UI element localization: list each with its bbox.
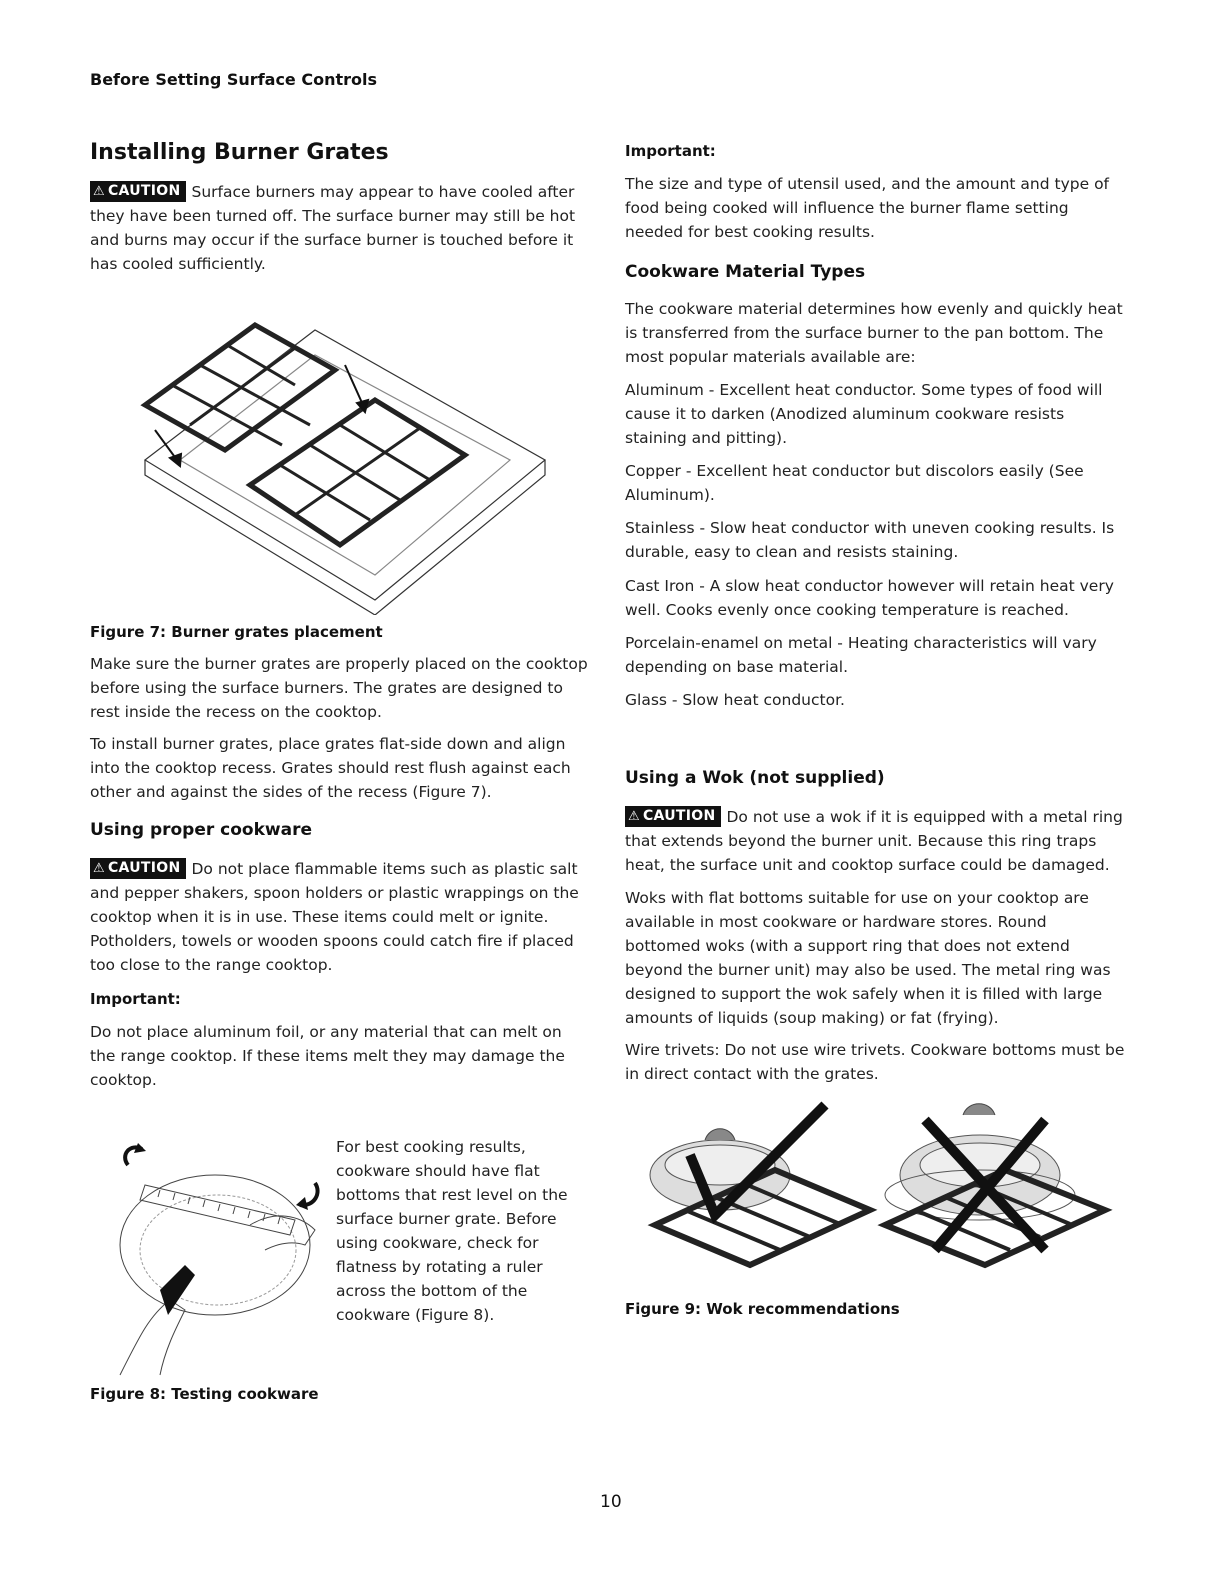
material-list-item: Porcelain-enamel on metal - Heating characteristics will vary depending on base material. — [625, 634, 1097, 676]
page-number: 10 — [600, 1492, 622, 1512]
figure-9-caption: Figure 9: Wok recommendations — [625, 1300, 900, 1318]
wok-heading: Using a Wok (not supplied) — [625, 768, 885, 788]
grates-paragraph-1: Make sure the burner grates are properly placed on the cooktop before using the surface burners. The grates are designed to rest inside the recess on the cooktop. — [90, 655, 588, 721]
trivet-paragraph: Wire trivets: Do not use wire trivets. Cookware bottoms must be in direct contact with the grates. — [625, 1041, 1125, 1083]
warning-triangle-icon: ⚠ — [628, 809, 640, 824]
figure-9-illustration — [645, 1100, 1115, 1275]
section-title: Installing Burner Grates — [90, 140, 389, 165]
important-text-right: The size and type of utensil used, and the amount and type of food being cooked will influence the burner flame setting needed for best cooking results. — [625, 175, 1110, 241]
warning-triangle-icon: ⚠ — [93, 861, 105, 876]
cookware-heading: Using proper cookware — [90, 820, 313, 840]
grates-paragraph-2: To install burner grates, place grates flat-side down and align into the cooktop recess. Grates should rest flush against each other and against the sides of the recess (Figure 7). — [90, 735, 571, 801]
important-label-left: Important: — [90, 990, 181, 1008]
figure-7-illustration — [135, 310, 555, 615]
material-list-item: Cast Iron - A slow heat conductor however will retain heat very well. Cooks evenly once cooking temperature is reached. — [625, 577, 1114, 619]
running-header: Before Setting Surface Controls — [90, 70, 378, 89]
caution-block-2 — [90, 857, 590, 977]
wok-paragraph: Woks with flat bottoms suitable for use on your cooktop are available in most cookware or hardware stores. Round bottomed woks (with a support ring that does not extend beyond the burner unit) may also be used. The metal ring was designed to support the wok safely when it is filled with large amounts of liquids (soup making) or fat (frying). — [625, 889, 1111, 1027]
caution-text: Do not place flammable items such as plastic salt and pepper shakers, spoon holders or plastic wrappings on the cooktop when it is in use. These items could melt or ignite. Potholders, towels or wooden spoons could catch fire if placed too close to the range cooktop. — [90, 860, 579, 974]
caution-text: Surface burners may appear to have cooled after they have been turned off. The surface burner may still be hot and burns may occur if the surface burner is touched before it has cooled sufficiently. — [90, 183, 576, 273]
important-label-right: Important: — [625, 142, 716, 160]
material-list-item: Copper - Excellent heat conductor but discolors easily (See Aluminum). — [625, 462, 1084, 504]
material-intro: The cookware material determines how evenly and quickly heat is transferred from the surface burner to the pan bottom. The most popular materials available are: — [625, 300, 1123, 366]
figure-8-text: For best cooking results, cookware should have flat bottoms that rest level on the surface burner grate. Before using cookware, check for flatness by rotating a ruler across the bottom of the cookware (Figure 8). — [336, 1138, 568, 1324]
caution-badge: ⚠ CAUTION — [90, 858, 186, 879]
material-heading: Cookware Material Types — [625, 262, 866, 282]
caution-block-1 — [90, 180, 590, 276]
material-list-item: Aluminum - Excellent heat conductor. Some types of food will cause it to darken (Anodized aluminum cookware resists staining and pitting). — [625, 381, 1103, 447]
figure-8-caption: Figure 8: Testing cookware — [90, 1385, 319, 1403]
figure-8-illustration — [100, 1135, 330, 1380]
caution-text: Do not use a wok if it is equipped with a metal ring that extends beyond the burner unit. Because this ring traps heat, the surface unit and cooktop surface could be damaged. — [625, 808, 1123, 874]
caution-block-wok — [625, 805, 1125, 877]
material-list-item: Glass - Slow heat conductor. — [625, 691, 845, 709]
caution-badge: ⚠ CAUTION — [625, 806, 721, 827]
important-text-left: Do not place aluminum foil, or any material that can melt on the range cooktop. If these items melt they may damage the cooktop. — [90, 1023, 565, 1089]
material-list-item: Stainless - Slow heat conductor with uneven cooking results. Is durable, easy to clean and resists staining. — [625, 519, 1115, 561]
warning-triangle-icon: ⚠ — [93, 184, 105, 199]
caution-badge: ⚠ CAUTION — [90, 181, 186, 202]
figure-7-caption: Figure 7: Burner grates placement — [90, 623, 383, 641]
